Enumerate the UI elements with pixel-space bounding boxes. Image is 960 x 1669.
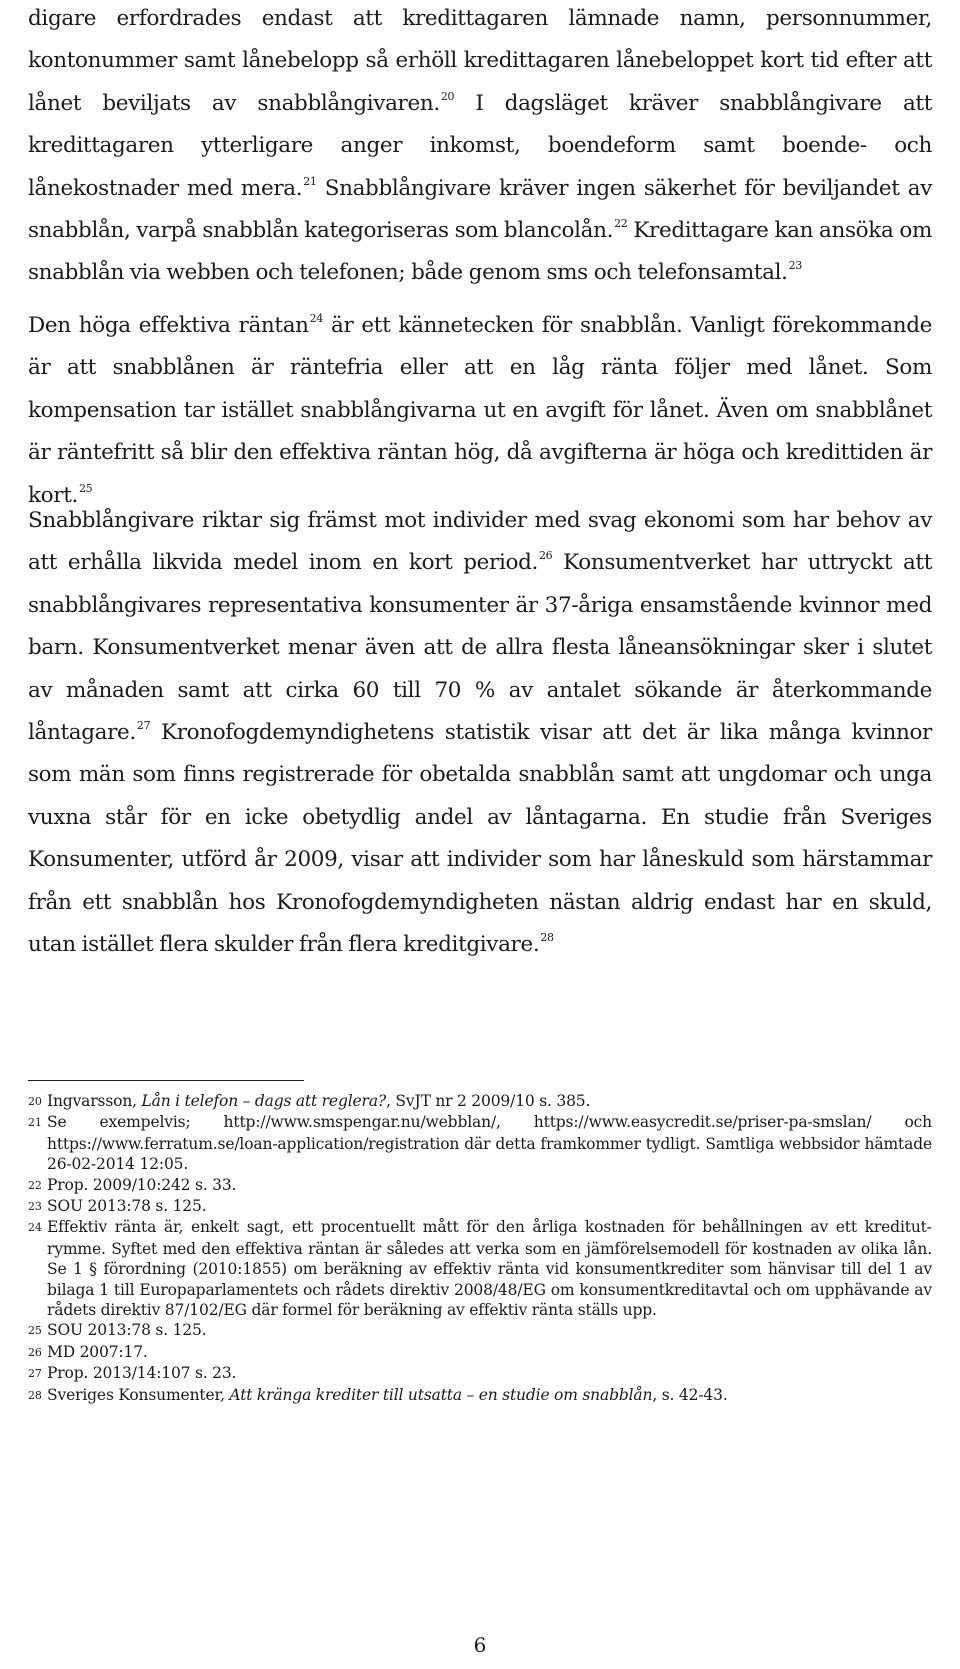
body-paragraph-2: Den höga effektiva räntan$^{24}$ är ett kännetecken för snabblån. Vanligt förekommande är att snabblånen är räntefria eller att en låg ränta följer med lånet. Som kompensation tar istället snabblångivarna ut en avgift för lånet. Även om snabblånet är räntefritt så blir den effektiva räntan hög, då avgifterna är höga och kredittiden är kort.$^{25}$: [28, 312, 932, 508]
footnote-ref-28[interactable]: 28: [540, 931, 554, 945]
footnote-20: 20 Ingvarsson, Lån i telefon – dags att reglera?, SvJT nr 2 2009/10 s. 385.: [28, 1092, 591, 1110]
footnote-28: 28 Sveriges Konsumenter, Att kränga krediter till utsatta – en studie om snabblån, s. 42-43.: [28, 1385, 728, 1404]
footnote-23: 23 SOU 2013:78 s. 125.: [28, 1197, 207, 1216]
body-paragraph-1: digare erfordrades endast att kredittagaren lämnade namn, personnummer, kontonummer samt lånebelopp så erhöll kredittagaren lånebeloppet kort tid efter att lånet beviljats av snabblångivaren.$^{20}$ I dagsläget kräver snabblångivare att kredittagaren ytterligare anger inkomst, boendeform samt boende- och lånekostnader med mera.$^{21}$ Snabblångivare kräver ingen säkerhet för beviljandet av snabblån, varpå snabblån kategoriseras som blancolån.$^{22}$ Kredittagare kan ansöka om snabblån via webben och telefonen; både genom sms och telefonsamtal.$^{23}$: [28, 6, 932, 286]
footnote-ref-26[interactable]: 26: [538, 549, 553, 563]
body-paragraph-3: Snabblångivare riktar sig främst mot individer med svag ekonomi som har behov av att erhålla likvida medel inom en kort period.$^{26}$ Konsumentverket har uttryckt att snabblångivares representativa konsumenter är 37-åriga ensamstående kvinnor med barn. Konsumentverket menar även att de allra flesta låneansökningar sker i slutet av månaden samt att cirka 60 till 70 % av antalet sökande är återkommande låntagare.$^{27}$ Kronofogdemyndighetens statistik visar att det är lika många kvinnor som män som finns registrerade för obetalda snabblån samt att ungdomar och unga vuxna står för en icke obetydlig andel av låntagarna. En studie från Sveriges Konsumenter, utförd år 2009, visar att individer som har låneskuld som härstammar från ett snabblån hos Kronofogdemyndigheten nästan aldrig endast har en skuld, utan istället flera skulder från flera kreditgivare.$^{28}$: [28, 508, 932, 958]
footnote-ref-23[interactable]: 23: [788, 259, 802, 273]
footnote-27: 27 Prop. 2013/14:107 s. 23.: [28, 1364, 237, 1383]
footnote-ref-20[interactable]: 20: [440, 89, 455, 103]
footnote-ref-22[interactable]: 22: [614, 217, 628, 231]
footnote-ref-25[interactable]: 25: [78, 481, 93, 495]
footnote-ref-24[interactable]: 24: [309, 312, 323, 325]
footnote-25: 25 SOU 2013:78 s. 125.: [28, 1321, 207, 1340]
footnote-ref-27[interactable]: 27: [136, 719, 151, 733]
footnote-26: 26 MD 2007:17.: [28, 1342, 148, 1361]
footnote-22: 22 Prop. 2009/10:242 s. 33.: [28, 1175, 237, 1194]
footnotes: [28, 1091, 932, 1406]
footnote-24: 24 Effektiv ränta är, enkelt sagt, ett procentuellt mått för den årliga kostnaden för behållningen av ett kreditutrymme. Syftet med den effektiva räntan är således att verka som en jämförelsemodell för kostnaden av olika lån. Se 1 § förordning (2010:1855) om beräkning av effektiv ränta vid konsumentkrediter som hänvisar till del 1 av bilaga 1 till Europaparlamentets och rådets direktiv 2008/48/EG om konsumentkreditavtal och om upphävande av rådets direktiv 87/102/EG där formel för beräkning av effektiv ränta ställs upp.: [28, 1218, 932, 1320]
footnote-ref-21[interactable]: 21: [303, 174, 317, 188]
footnote-21: 21 Se exempelvis; http://www.smspengar.nu/webblan/, https://www.easycredit.se/priser-pa-smslan/ och https://www.ferratum.se/loan-application/registration där detta framkommer tydligt. Samtliga webbsidor hämtade 26-02-2014 12:05.: [28, 1113, 932, 1174]
footnote-separator: [28, 1080, 304, 1081]
page-number: 6: [473, 1633, 487, 1657]
